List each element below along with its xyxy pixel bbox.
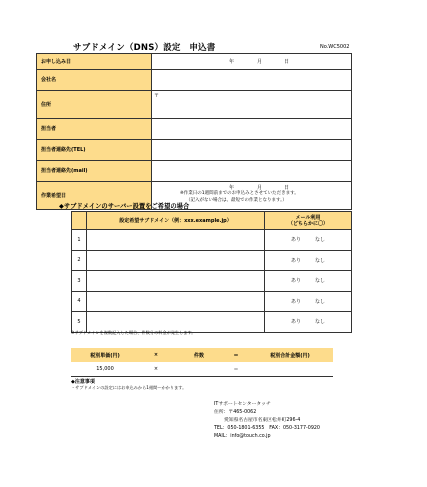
person-field[interactable] xyxy=(152,118,352,139)
times-sign: × xyxy=(153,366,159,372)
price-table xyxy=(71,348,333,376)
header-subdomain: 設定希望サブドメイン（例：xxx.example.jp） xyxy=(87,212,265,230)
option-yes[interactable]: あり xyxy=(290,278,301,285)
times-sign: × xyxy=(139,348,173,362)
mail-choice xyxy=(265,250,352,271)
year-label: 年 xyxy=(229,59,235,65)
header-number xyxy=(72,212,87,230)
page-title: サブドメイン（DNS）設定 申込書 xyxy=(73,43,216,53)
option-no[interactable]: なし xyxy=(315,237,326,244)
label-work-date: 作業希望日 xyxy=(37,181,152,209)
subdomain-field[interactable] xyxy=(87,291,265,312)
subdomain-header-row xyxy=(72,212,352,230)
form-row-company xyxy=(37,69,352,90)
work-date-note-1: ※作業日の1週間前までのお申込みとさせていただきます。 xyxy=(180,190,299,196)
work-date-note-2: （記入がない場合は、最短での作業となります。） xyxy=(186,197,287,203)
subdomain-row xyxy=(72,312,352,333)
row-number: 5 xyxy=(72,312,87,333)
row-number: 1 xyxy=(72,230,87,251)
option-yes[interactable]: あり xyxy=(290,237,301,244)
form-row-address xyxy=(37,90,352,118)
header-mail xyxy=(265,212,352,230)
mail-choice xyxy=(265,271,352,292)
option-yes[interactable]: あり xyxy=(290,257,301,264)
count-label: 件数 xyxy=(173,348,225,362)
subdomain-field[interactable] xyxy=(87,271,265,292)
option-no[interactable]: なし xyxy=(315,278,326,285)
subdomain-field[interactable] xyxy=(87,250,265,271)
day-label: 日 xyxy=(284,184,290,191)
header-mail-line2: （どちらかに〇） xyxy=(287,220,328,227)
form-row-person xyxy=(37,118,352,139)
count-field[interactable] xyxy=(173,362,225,376)
option-yes[interactable]: あり xyxy=(290,319,301,326)
form-row-tel xyxy=(37,139,352,160)
company-info xyxy=(214,401,320,441)
company-address-2: 愛知県名古屋市名東区松井町296-4 xyxy=(224,418,301,423)
label-company: 会社名 xyxy=(37,69,152,90)
subdomain-table xyxy=(71,211,352,333)
company-mail: MAIL：info@touch.co.jp xyxy=(214,434,271,439)
row-number: 3 xyxy=(72,271,87,292)
subdomain-row xyxy=(72,291,352,312)
postal-mark: 〒 xyxy=(154,92,160,99)
price-header-row xyxy=(71,348,333,362)
price-value-row xyxy=(71,362,333,376)
equals-sign: ＝ xyxy=(225,348,247,362)
header-mail-line1: メール利用 xyxy=(295,214,321,221)
application-form xyxy=(36,53,352,210)
form-row-mail xyxy=(37,160,352,181)
option-no[interactable]: なし xyxy=(315,257,326,264)
subdomain-row xyxy=(72,271,352,292)
document-number: No.WC5002 xyxy=(320,44,350,50)
notes-body: ・サブドメインの設定にはお申込みから1週間～かかります。 xyxy=(71,385,187,390)
company-contact: TEL：050-1801-6355 FAX：050-3177-0920 xyxy=(214,426,320,431)
section-title: ◆サブドメインのサーバー設置をご希望の場合 xyxy=(59,203,190,210)
unit-price-value: 15,000 xyxy=(96,366,114,372)
year-label: 年 xyxy=(229,184,235,191)
month-label: 月 xyxy=(257,59,263,65)
company-field[interactable] xyxy=(152,69,352,90)
label-address: 住所 xyxy=(37,90,152,118)
subdomain-row xyxy=(72,250,352,271)
month-label: 月 xyxy=(257,184,263,191)
option-no[interactable]: なし xyxy=(315,319,326,326)
option-yes[interactable]: あり xyxy=(290,298,301,305)
equals-sign: ＝ xyxy=(233,366,239,373)
option-no[interactable]: なし xyxy=(315,298,326,305)
label-mail: 担当者連絡先(mail) xyxy=(37,160,152,181)
row-number: 4 xyxy=(72,291,87,312)
subdomain-row xyxy=(72,230,352,251)
notes-title: ◆注意事項 xyxy=(71,379,95,385)
label-tel: 担当者連絡先(TEL) xyxy=(37,139,152,160)
price-underline xyxy=(71,376,333,377)
form-row-date xyxy=(37,54,352,70)
mail-field[interactable] xyxy=(152,160,352,181)
subdomain-footnote: ※サブドメインを複数記入した場合、件数分の料金が発生します。 xyxy=(71,330,196,335)
row-number: 2 xyxy=(72,250,87,271)
day-label: 日 xyxy=(284,59,290,65)
company-name: ITサポートセンタータッチ xyxy=(214,402,271,407)
mail-choice xyxy=(265,230,352,251)
mail-choice xyxy=(265,312,352,333)
label-person: 担当者 xyxy=(37,118,152,139)
subdomain-field[interactable] xyxy=(87,312,265,333)
label-application-date: お申し込み日 xyxy=(37,54,152,70)
application-date-field[interactable] xyxy=(152,54,352,70)
tel-field[interactable] xyxy=(152,139,352,160)
unit-price-label: 税別単価(円) xyxy=(71,348,139,362)
mail-choice xyxy=(265,291,352,312)
company-address-1: 住所：〒465-0062 xyxy=(214,410,257,415)
address-field[interactable] xyxy=(152,90,352,118)
total-field[interactable] xyxy=(247,362,333,376)
subdomain-field[interactable] xyxy=(87,230,265,251)
total-label: 税別合計金額(円) xyxy=(247,348,333,362)
